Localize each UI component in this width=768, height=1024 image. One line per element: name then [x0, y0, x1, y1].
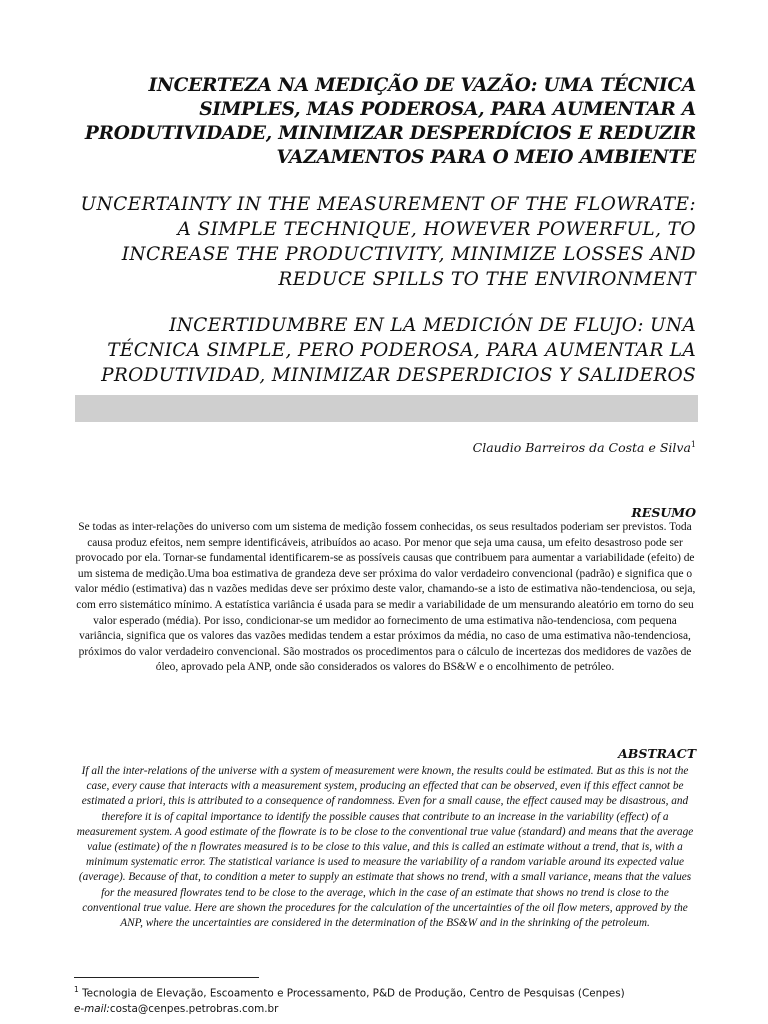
- title-spanish: INCERTIDUMBRE EN LA MEDICIÓN DE FLUJO: UNA TÉCNICA SIMPLE, PERO PODEROSA, PARA AUMENTAR LA PRODUTIVIDAD, MINIMIZAR DESPERDICIOS Y SALIDEROS: [101, 315, 696, 386]
- footnote-email-label: e-mail:: [74, 1003, 110, 1016]
- title-separator-bar: [75, 395, 698, 422]
- title-english: UNCERTAINTY IN THE MEASUREMENT OF THE FLOWRATE: A SIMPLE TECHNIQUE, HOWEVER POWERFUL, TO INCREASE THE PRODUCTIVITY, MINIMIZE LOSSES AND REDUCE SPILLS TO THE ENVIRONMENT: [80, 194, 696, 290]
- abstract-text: If all the inter-relations of the universe with a system of measurement were known, the results could be estimated. But as this is not the case, every cause that interacts with a measurement system, producing an effected that can be observed, even if this effect cannot be estimated a priori, this is attributed to a consequence of randomness. Even for a small cause, the effect caused may be disastrous, and therefore it is of capital importance to identify the possible causes that contribute to an increase in the variability (effect) of a measurement system. A good estimate of the flowrate is to be close to the conventional true value (standard) and means that the average value (estimate) of the n flowrates measured is to be close to this value, and this is called an estimate without a trend, that is, with a minimum systematic error. The statistical variance is used to measure the variability of a random variable around its expected value (average). Because of that, to condition a meter to supply an estimate that shows no trend, with a small variance, means that the values for the measured flowrates tend to be close to the average, which in the case of an estimate that shows no trend is close to the conventional true value. Here are shown the procedures for the calculation of the uncertainties of the oil flow meters, approved by the ANP, where the uncertainties are considered in the determination of the BS&W and in the shrinking of the petroleum.: [76, 765, 694, 930]
- footnote-affiliation: Tecnologia de Elevação, Escoamento e Processamento, P&D de Produção, Centro de Pesquisas (Cenpes): [82, 987, 625, 1000]
- footnote-email-line: [74, 1001, 714, 1017]
- footnote-rule: [74, 977, 259, 978]
- footnote: [74, 982, 714, 1017]
- author-line: [300, 440, 696, 455]
- author-name: Claudio Barreiros da Costa e Silva: [472, 440, 691, 456]
- resumo-text: Se todas as inter-relações do universo com um sistema de medição fossem conhecidas, os seus resultados poderiam ser previstos. Toda causa produz efeitos, nem sempre identificáveis, atribuídos ao acaso. Por menor que seja uma causa, um efeito desastroso pode ser provocado por ela. Tornar-se fundamental identificarem-se as possíveis causas que contribuem para aumentar a variabilidade (efeito) de um sistema de medição.Uma boa estimativa de grandeza deve ser próxima do valor verdadeiro convencional (padrão) e significa que o valor médio (estimativa) das n vazões medidas deve ser próximo deste valor, chamando-se a isto de estimativa não-tendenciosa, ou seja, com erro sistemático mínimo. A estatística variância é usada para se medir a variabilidade de um mensurando aleatório em torno do seu valor esperado (média). Por isso, condicionar-se um medidor ao fornecimento de uma estimativa não-tendenciosa, com pequena variância, significa que os valores das vazões medidas tendem a estar próximos da média, no caso de uma estimativa não-tendenciosa, próximos do valor verdadeiro convencional. São mostrados os procedimentos para o cálculo de incertezas dos medidores de vazões de óleo, aprovado pela ANP, onde são considerados os valores do BS&W e o encolhimento de petróleo.: [74, 521, 696, 674]
- author-footnote-mark: 1: [690, 440, 696, 449]
- footnote-mark: 1: [74, 985, 79, 994]
- footnote-email[interactable]: costa@cenpes.petrobras.com.br: [109, 1003, 279, 1016]
- footnote-affiliation-line: [74, 982, 714, 1001]
- resumo-heading: RESUMO: [631, 505, 696, 520]
- abstract-heading: ABSTRACT: [618, 746, 696, 761]
- title-portuguese: INCERTEZA NA MEDIÇÃO DE VAZÃO: UMA TÉCNICA SIMPLES, MAS PODEROSA, PARA AUMENTAR A PRODUTIVIDADE, MINIMIZAR DESPERDÍCIOS E REDUZIR VAZAMENTOS PARA O MEIO AMBIENTE: [84, 75, 696, 168]
